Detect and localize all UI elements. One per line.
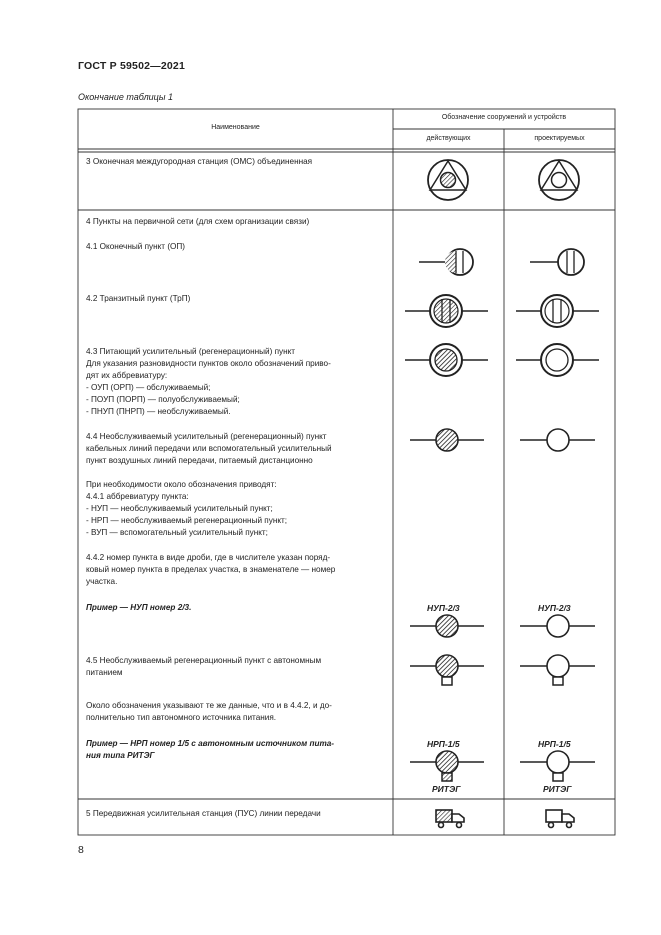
nup-label-existing: НУП-2/3 [427,603,460,613]
ritag-label-designed: РИТЭГ [543,784,572,794]
column-header-name: Наименование [211,124,260,131]
oms-existing-symbol [428,160,468,200]
row-3-name: 3 Оконечная междугородная станция (ОМС) объединенная [86,157,313,166]
oup-existing-symbol [405,344,488,376]
nup-label-designed: НУП-2/3 [538,603,571,613]
trp-designed-symbol [516,295,599,327]
nrp-example-designed-symbol [520,751,595,781]
page-number: 8 [78,844,84,856]
nup-example-existing-symbol [410,615,484,637]
column-header-designed: проектируемых [534,135,585,142]
pus-designed-symbol [546,810,574,828]
row-4-4-name: 4.4 Необслуживаемый усилительный (регенерационный) пункт кабельных линий передачи или вспомогательный усилительный пункт воздушных линий передачи, питаемый дистанционно [86,432,332,465]
row-4-name: 4 Пункты на первичной сети (для схем организации связи) [86,217,310,226]
row-4-4-note: При необходимости около обозначения приводят: 4.4.1 аббревиатуру пункта: - НУП — необслуживаемый усилительный пункт; - НРП — необслуживаемый регенерационный пункт; - ВУП — вспомогательный усилительный пункт; [86,480,288,537]
nrp-autonomous-existing-symbol [410,655,484,685]
op-existing-symbol [419,249,473,275]
row-4-1-name: 4.1 Оконечный пункт (ОП) [86,242,186,251]
oms-designed-symbol [539,160,579,200]
column-header-group: Обозначение сооружений и устройств [441,114,567,121]
ritag-label-existing: РИТЭГ [432,784,461,794]
example-nup: Пример — НУП номер 2/3. [86,603,192,612]
row-4-5-name: 4.5 Необслуживаемый регенерационный пункт с автономным питанием [86,656,322,677]
row-5-name: 5 Передвижная усилительная станция (ПУС) линии передачи [86,809,321,818]
table-caption: Окончание таблицы 1 [78,92,173,102]
row-4-2-name: 4.2 Транзитный пункт (ТрП) [86,294,191,303]
nrp-label-designed: НРП-1/5 [538,739,571,749]
trp-existing-symbol [405,295,488,327]
example-nrp: Пример — НРП номер 1/5 с автономным источником пита- ния типа РИТЭГ [86,739,335,760]
row-4-3-name: 4.3 Питающий усилительный (регенерационный) пункт Для указания разновидности пунктов около обозначений приво- дят их аббревиатуру: - ОУП (ОРП) — обслуживаемый; - ПОУП (ПОРП) — полуобслуживаемый; - ПНУП (ПНРП) — необслуживаемый. [86,347,331,416]
nrp-autonomous-designed-symbol [520,655,595,685]
nup-existing-symbol [410,429,484,451]
op-designed-symbol [530,249,584,275]
nrp-label-existing: НРП-1/5 [427,739,460,749]
column-header-existing: действующих [426,135,471,142]
nup-designed-symbol [520,429,595,451]
pus-existing-symbol [436,810,464,828]
row-4-4-2-name: 4.4.2 номер пункта в виде дроби, где в числителе указан поряд- ковый номер пункта в пределах участка, в знаменателе — номер участка. [86,553,336,586]
nrp-example-existing-symbol [410,751,484,781]
document-code: ГОСТ Р 59502—2021 [78,60,186,72]
nup-example-designed-symbol [520,615,595,637]
row-4-5-note: Около обозначения указывают те же данные, что и в 4.4.2, и до- полнительно тип автономного источника питания. [86,701,332,722]
oup-designed-symbol [516,344,599,376]
